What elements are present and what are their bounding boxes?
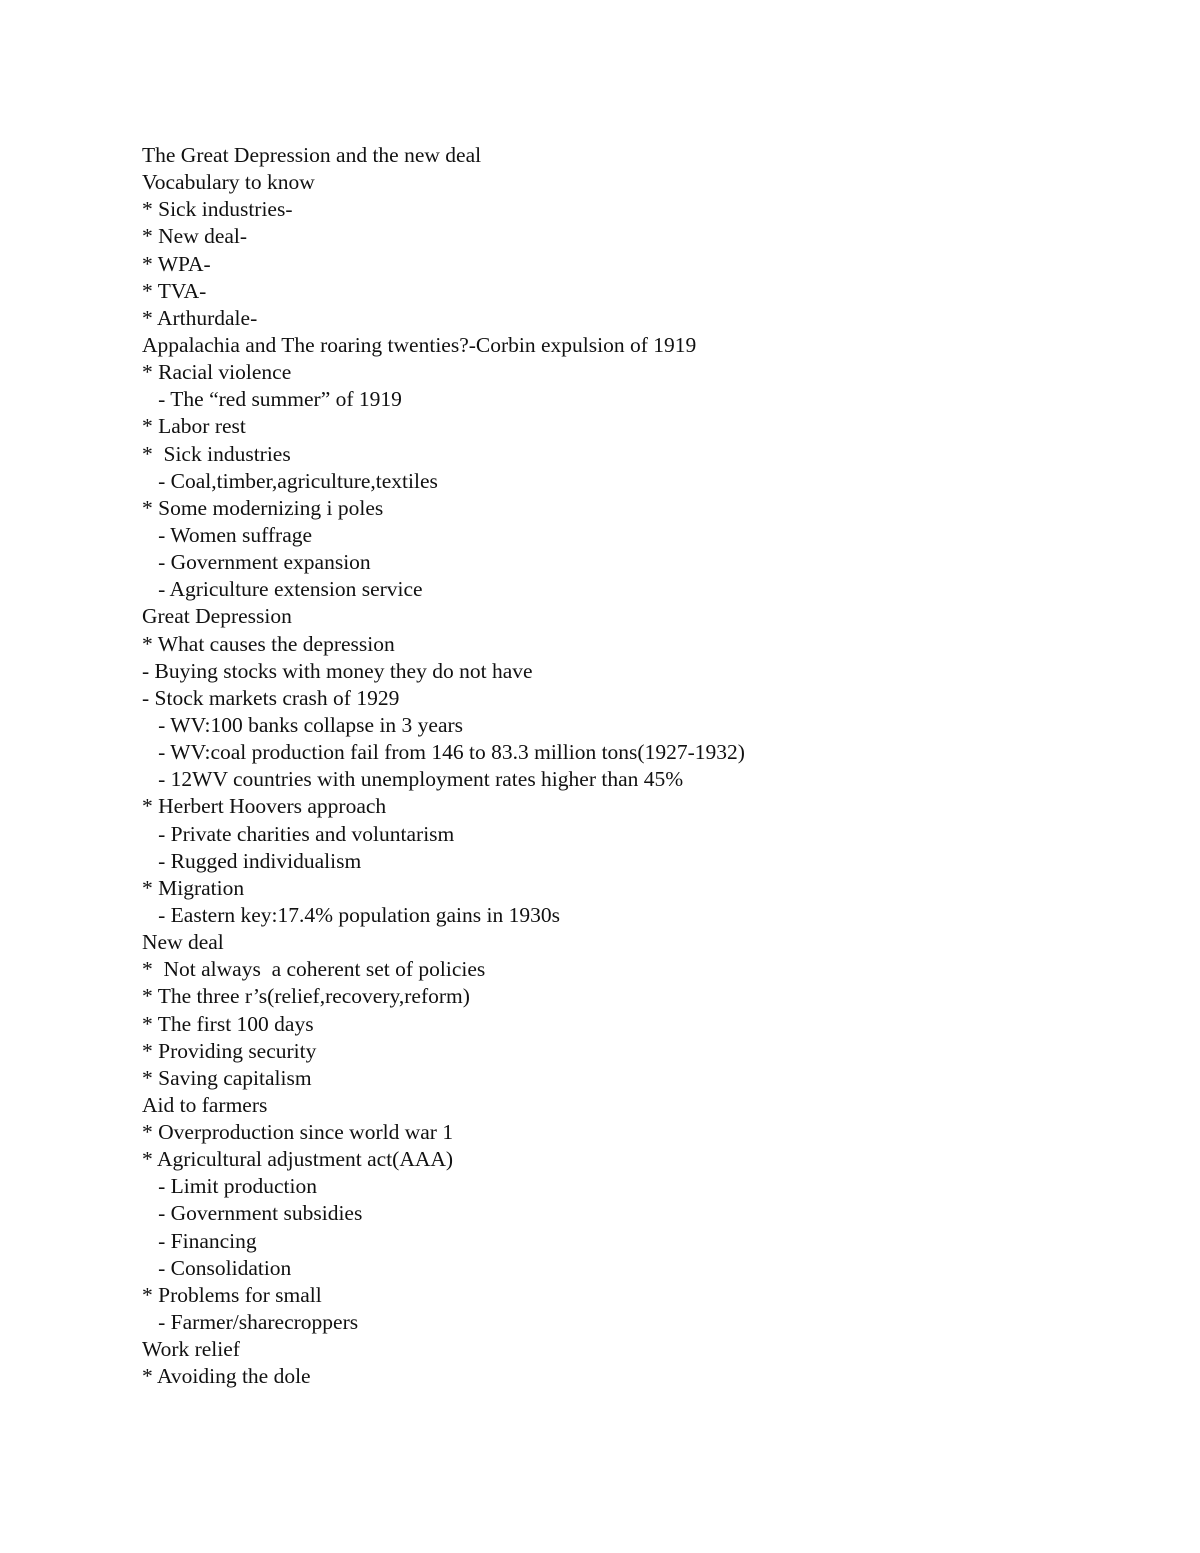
bullet-item: * Agricultural adjustment act(AAA): [142, 1147, 454, 1172]
bullet-item: * Racial violence: [142, 360, 292, 385]
sub-item: - Women suffrage: [142, 522, 313, 547]
sub-item: - Rugged individualism: [142, 848, 362, 873]
bullet-item: * Providing security: [142, 1038, 317, 1063]
sub-item: - Private charities and voluntarism: [142, 821, 455, 846]
dash-item: - Stock markets crash of 1929: [142, 685, 400, 710]
bullet-item: * Not always a coherent set of policies: [142, 957, 486, 982]
bullet-item: * Arthurdale-: [142, 305, 258, 330]
bullet-item: * Labor rest: [142, 414, 246, 439]
bullet-item: * TVA-: [142, 278, 207, 303]
sub-item: - Consolidation: [142, 1255, 292, 1280]
section-heading: Vocabulary to know: [142, 170, 315, 195]
sub-item: - 12WV countries with unemployment rates higher than 45%: [142, 767, 684, 792]
section-heading: Aid to farmers: [142, 1092, 268, 1117]
bullet-item: * Herbert Hoovers approach: [142, 794, 387, 819]
section-heading: New deal: [142, 930, 224, 955]
sub-item: - Financing: [142, 1228, 257, 1253]
section-heading: Appalachia and The roaring twenties?-Corbin expulsion of 1919: [142, 332, 697, 357]
sub-item: - Government subsidies: [142, 1201, 363, 1226]
bullet-item: * What causes the depression: [142, 631, 395, 656]
sub-item: - Eastern key:17.4% population gains in 1930s: [142, 902, 560, 927]
bullet-item: * Saving capitalism: [142, 1065, 312, 1090]
sub-item: - Government expansion: [142, 550, 371, 575]
bullet-item: * Sick industries: [142, 441, 291, 466]
bullet-item: * WPA-: [142, 251, 211, 276]
sub-item: - Limit production: [142, 1174, 317, 1199]
bullet-item: * Problems for small: [142, 1282, 322, 1307]
bullet-item: * Migration: [142, 875, 245, 900]
document-title: The Great Depression and the new deal: [142, 143, 482, 167]
bullet-item: * Some modernizing i poles: [142, 495, 384, 520]
bullet-item: * The first 100 days: [142, 1011, 314, 1036]
sub-item: - Agriculture extension service: [142, 577, 423, 602]
bullet-item: * The three r’s(relief,recovery,reform): [142, 984, 470, 1009]
sub-item: - WV:coal production fail from 146 to 83.3 million tons(1927-1932): [142, 740, 745, 765]
sub-item: - Coal,timber,agriculture,textiles: [142, 468, 438, 493]
bullet-item: * Overproduction since world war 1: [142, 1120, 454, 1145]
bullet-item: * New deal-: [142, 224, 248, 249]
section-heading: Great Depression: [142, 604, 292, 629]
dash-item: - Buying stocks with money they do not have: [142, 658, 533, 683]
bullet-item: * Sick industries-: [142, 197, 293, 222]
section-heading: Work relief: [142, 1337, 240, 1362]
notes-text: [142, 142, 1142, 1390]
sub-item: - Farmer/sharecroppers: [142, 1310, 359, 1335]
sub-item: - WV:100 banks collapse in 3 years: [142, 712, 464, 737]
bullet-item: * Avoiding the dole: [142, 1364, 311, 1389]
sub-item: - The “red summer” of 1919: [142, 387, 402, 412]
